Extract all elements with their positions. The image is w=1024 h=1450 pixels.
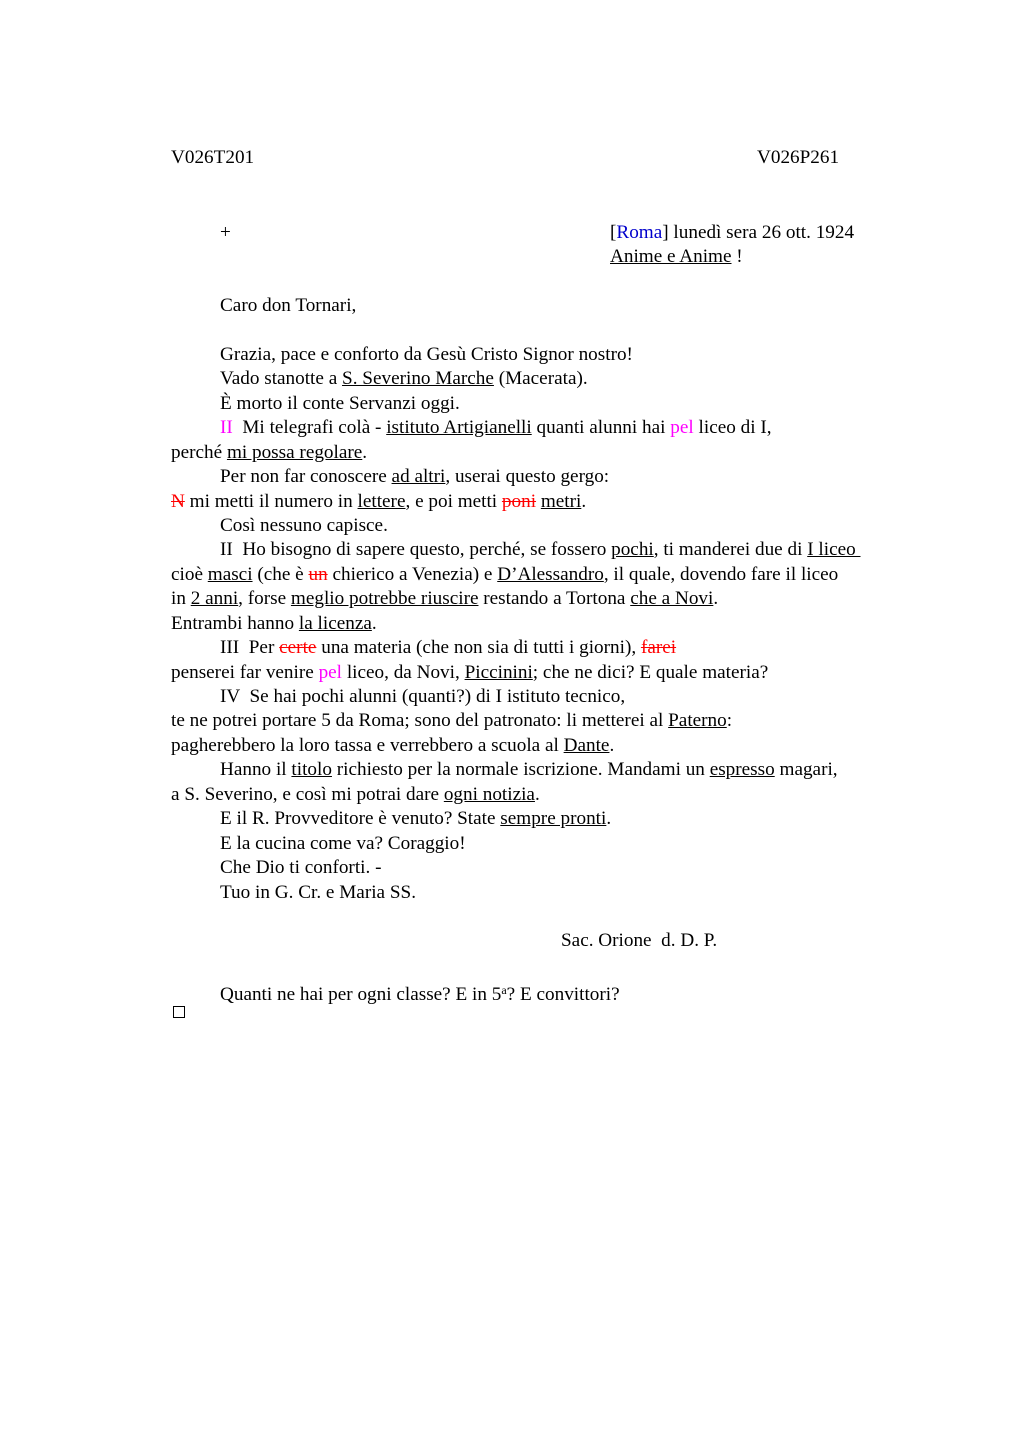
text-span: , e poi metti bbox=[405, 491, 502, 512]
underlined-text: ad altri bbox=[391, 466, 446, 487]
text-span: . bbox=[534, 784, 540, 805]
date-text: lunedì sera 26 ott. 1924 bbox=[668, 222, 855, 243]
underlined-text: 2 anni bbox=[190, 588, 239, 609]
highlighted-text: pel bbox=[318, 662, 343, 683]
body-line: Tuo in G. Cr. e Maria SS. bbox=[220, 882, 416, 903]
text-span: Quanti ne hai per ogni classe? E in 5 bbox=[220, 984, 502, 1005]
text-span: ? E convittori? bbox=[506, 984, 620, 1005]
text-span: , userai questo gergo: bbox=[445, 466, 610, 487]
text-span: . bbox=[609, 735, 615, 756]
underlined-text: mi possa regolare bbox=[226, 442, 363, 463]
text-span: penserei far venire bbox=[171, 662, 319, 683]
text-span: , il quale, dovendo fare il liceo bbox=[603, 564, 839, 585]
text-span: a S. Severino, e così mi potrai dare bbox=[171, 784, 444, 805]
underlined-text: masci bbox=[207, 564, 253, 585]
bracket-open: [ bbox=[610, 222, 617, 243]
text-span: Vado stanotte a bbox=[220, 368, 343, 389]
body-line bbox=[220, 758, 838, 782]
underlined-text: la licenza bbox=[298, 613, 372, 634]
underlined-text: D’Alessandro bbox=[497, 564, 604, 585]
body-line bbox=[171, 734, 614, 758]
body-line: Grazia, pace e conforto da Gesù Cristo Signor nostro! bbox=[220, 344, 633, 365]
text-span: mi metti il numero in bbox=[184, 491, 358, 512]
text-span: chierico a Venezia) e bbox=[327, 564, 498, 585]
text-span: . bbox=[581, 491, 587, 512]
text-span: . bbox=[362, 442, 368, 463]
underlined-text: lettere bbox=[357, 491, 406, 512]
body-line: IV Se hai pochi alunni (quanti?) di I istituto tecnico, bbox=[220, 686, 626, 707]
text-span: in bbox=[171, 588, 191, 609]
checkbox-square bbox=[173, 1006, 185, 1018]
underlined-text: istituto Artigianelli bbox=[386, 417, 532, 438]
underlined-text: ogni notizia bbox=[443, 784, 535, 805]
body-line: Così nessuno capisce. bbox=[220, 515, 388, 536]
text-span: quanti alunni hai bbox=[531, 417, 671, 438]
underlined-text: I liceo bbox=[807, 539, 861, 560]
cross-mark: + bbox=[220, 222, 231, 243]
document-code-left: V026T201 bbox=[171, 147, 255, 168]
body-line bbox=[220, 636, 676, 660]
dateline bbox=[610, 221, 854, 245]
body-line bbox=[220, 367, 588, 391]
underlined-text: Piccinini bbox=[464, 662, 533, 683]
text-span: (che è bbox=[252, 564, 309, 585]
struck-text: un bbox=[308, 564, 328, 585]
text-span: liceo, da Novi, bbox=[342, 662, 465, 683]
underlined-text: pochi bbox=[611, 539, 654, 560]
text-span: E il R. Provveditore è venuto? State bbox=[220, 808, 501, 829]
body-line bbox=[171, 783, 540, 807]
body-line bbox=[171, 709, 732, 733]
body-line bbox=[220, 807, 611, 831]
body-line bbox=[171, 661, 768, 685]
text-span: ; che ne dici? E quale materia? bbox=[532, 662, 769, 683]
body-line bbox=[171, 441, 367, 465]
underlined-text: espresso bbox=[709, 759, 775, 780]
text-span: Entrambi hanno bbox=[171, 613, 299, 634]
text-span: una materia (che non sia di tutti i giorni), bbox=[316, 637, 641, 658]
motto bbox=[610, 245, 743, 269]
text-span: liceo di I, bbox=[693, 417, 772, 438]
underlined-text: che a Novi bbox=[630, 588, 714, 609]
text-span: pagherebbero la loro tassa e verrebbero a scuola al bbox=[171, 735, 564, 756]
highlighted-text: pel bbox=[670, 417, 694, 438]
bracket-close: ] bbox=[662, 222, 669, 243]
text-span: richiesto per la normale iscrizione. Mandami un bbox=[331, 759, 710, 780]
underlined-text: Paterno bbox=[668, 710, 727, 731]
text-span: , forse bbox=[238, 588, 291, 609]
body-line: E la cucina come va? Coraggio! bbox=[220, 833, 466, 854]
text-span: . bbox=[713, 588, 719, 609]
text-span: Per non far conoscere bbox=[220, 466, 392, 487]
motto-exclamation: ! bbox=[731, 246, 743, 267]
text-span: . bbox=[371, 613, 377, 634]
superscript: a bbox=[501, 983, 507, 997]
body-line bbox=[171, 612, 377, 636]
text-span: cioè bbox=[171, 564, 208, 585]
postscript bbox=[220, 978, 620, 1007]
struck-text: farei bbox=[640, 637, 677, 658]
underlined-text: sempre pronti bbox=[500, 808, 607, 829]
text-span: , ti manderei due di bbox=[653, 539, 808, 560]
underlined-text: metri bbox=[540, 491, 582, 512]
text-span: Mi telegrafi colà - bbox=[232, 417, 387, 438]
motto-text: Anime e Anime bbox=[610, 246, 732, 267]
salutation: Caro don Tornari, bbox=[220, 295, 357, 316]
text-span: perché bbox=[171, 442, 227, 463]
body-line bbox=[171, 490, 586, 514]
text-span: te ne potrei portare 5 da Roma; sono del patronato: li metterei al bbox=[171, 710, 669, 731]
body-line: È morto il conte Servanzi oggi. bbox=[220, 393, 460, 414]
body-line bbox=[220, 416, 772, 440]
text-span: II Ho bisogno di sapere questo, perché, se fossero bbox=[220, 539, 612, 560]
underlined-text: Dante bbox=[563, 735, 610, 756]
body-line bbox=[171, 563, 838, 587]
document-code-right: V026P261 bbox=[757, 147, 840, 168]
body-line bbox=[171, 587, 718, 611]
highlighted-text: II bbox=[220, 417, 233, 438]
underlined-text: meglio potrebbe riuscire bbox=[290, 588, 479, 609]
text-span: restando a Tortona bbox=[478, 588, 631, 609]
underlined-text: S. Severino Marche bbox=[342, 368, 494, 389]
struck-text: N bbox=[171, 491, 185, 512]
body-line bbox=[220, 538, 861, 562]
text-span: Hanno il bbox=[220, 759, 292, 780]
text-span: : bbox=[726, 710, 733, 731]
struck-text: certe bbox=[279, 637, 317, 658]
text-span: (Macerata). bbox=[493, 368, 588, 389]
text-span: magari, bbox=[774, 759, 838, 780]
text-span: . bbox=[606, 808, 612, 829]
underlined-text: titolo bbox=[291, 759, 332, 780]
body-line bbox=[220, 465, 609, 489]
signature: Sac. Orione d. D. P. bbox=[561, 930, 718, 951]
place-name: Roma bbox=[616, 222, 663, 243]
struck-text: poni bbox=[501, 491, 537, 512]
body-line: Che Dio ti conforti. - bbox=[220, 857, 382, 878]
text-span: III Per bbox=[220, 637, 280, 658]
